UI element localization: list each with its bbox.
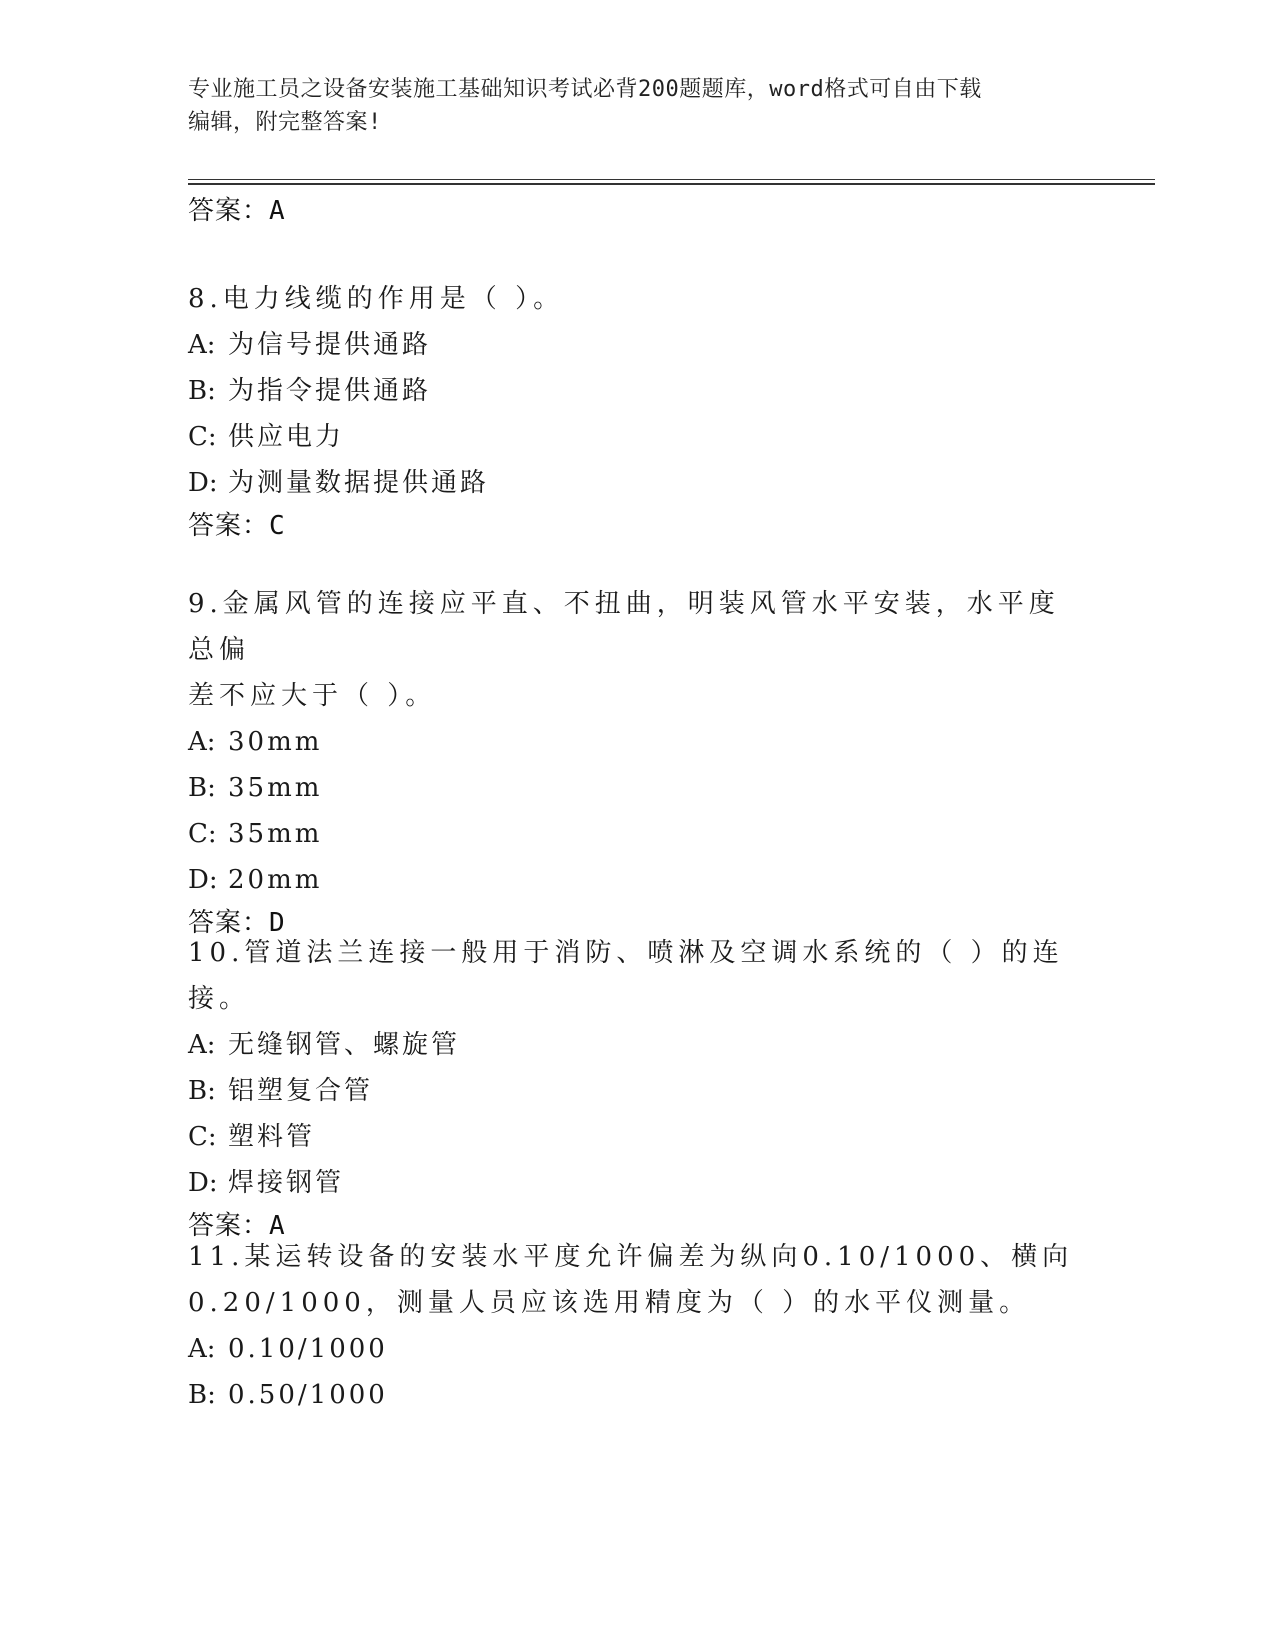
question-10 [188,930,1088,1246]
option-key: B: [188,773,216,803]
option-c [188,811,1088,857]
option-text: 为测量数据提供通路 [228,468,490,498]
option-a [188,719,1088,765]
option-text: 0.10/1000 [228,1334,388,1364]
option-key: C: [188,1122,217,1152]
answer: 答案：A [188,1211,286,1241]
option-key: B: [188,1380,216,1410]
option-key: A: [188,727,216,757]
question-9 [188,581,1088,943]
option-a [188,1022,1088,1068]
option-c [188,414,1088,460]
question-stem: 8.电力线缆的作用是（ ）。 [188,284,565,314]
option-d [188,460,1088,506]
option-text: 为信号提供通路 [228,330,432,360]
option-a [188,1326,1088,1372]
option-key: D: [188,468,218,498]
option-key: D: [188,865,218,895]
option-key: B: [188,376,216,406]
option-key: B: [188,1076,216,1106]
option-text: 焊接钢管 [228,1168,345,1198]
option-key: A: [188,330,216,360]
option-text: 供应电力 [228,422,345,452]
option-c [188,1114,1088,1160]
option-d [188,1160,1088,1206]
option-text: 为指令提供通路 [228,376,432,406]
option-b [188,1372,1088,1418]
option-text: 20mm [228,865,323,895]
header-title-line-1: 专业施工员之设备安装施工基础知识考试必背200题题库，word格式可自由下载 [188,77,982,102]
option-text: 无缝钢管、螺旋管 [228,1030,461,1060]
option-key: A: [188,1334,216,1364]
document-header [188,73,1068,139]
option-a [188,322,1088,368]
option-key: C: [188,819,217,849]
option-text: 30mm [228,727,323,757]
option-text: 铝塑复合管 [228,1076,374,1106]
header-title-line-2: 编辑，附完整答案! [188,110,382,135]
answer: 答案：C [188,511,286,541]
header-divider-thick [188,183,1155,185]
question-stem-line-1: 11.某运转设备的安装水平度允许偏差为纵向0.10/1000、横向 [188,1242,1074,1272]
option-text: 35mm [228,819,323,849]
option-key: C: [188,422,217,452]
option-b [188,765,1088,811]
question-stem-line-2: 差不应大于（ ）。 [188,681,437,711]
option-key: A: [188,1030,216,1060]
option-text: 塑料管 [228,1122,316,1152]
answer: 答案：D [188,908,286,938]
question-stem-line-2: 0.20/1000，测量人员应该选用精度为（ ）的水平仪测量。 [188,1288,1031,1318]
question-8 [188,276,1088,546]
option-text: 35mm [228,773,323,803]
question-stem-line-1: 9.金属风管的连接应平直、不扭曲，明装风管水平安装，水平度总偏 [188,589,1060,665]
header-divider-thin [188,179,1155,180]
option-b [188,1068,1088,1114]
question-11 [188,1234,1088,1418]
option-b [188,368,1088,414]
question-stem: 10.管道法兰连接一般用于消防、喷淋及空调水系统的（ ）的连接。 [188,938,1064,1014]
option-key: D: [188,1168,218,1198]
option-d [188,857,1088,903]
option-text: 0.50/1000 [228,1380,388,1410]
previous-answer: 答案：A [188,196,286,226]
